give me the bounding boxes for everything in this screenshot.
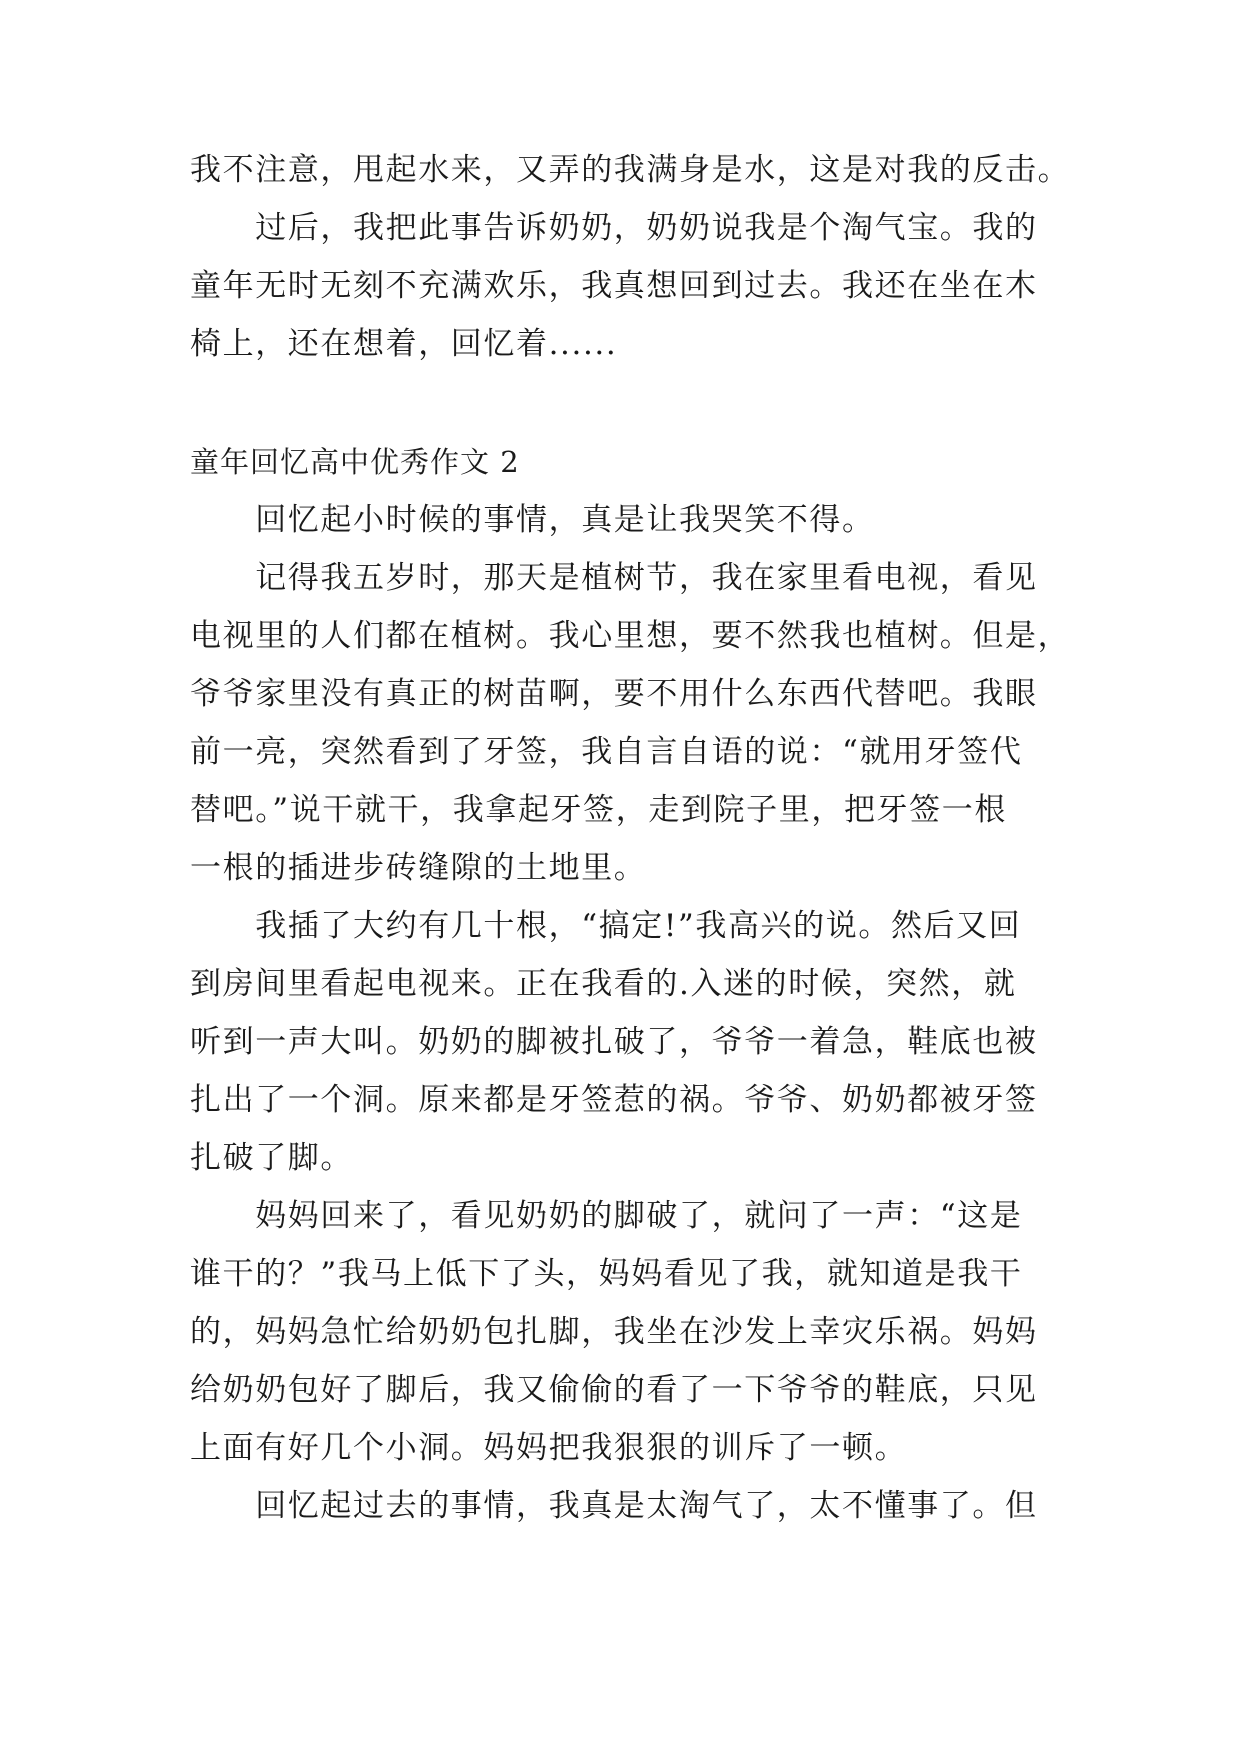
text-line: 妈妈回来了，看见奶奶的脚破了，就问了一声：“这是 [190,1198,1023,1234]
text-line: 扎出了一个洞。原来都是牙签惹的祸。爷爷、奶奶都被牙签 [190,1082,1038,1118]
text-line: 上面有好几个小洞。妈妈把我狠狠的训斥了一顿。 [190,1430,908,1466]
text-line: 替吧。”说干就干，我拿起牙签，走到院子里，把牙签一根 [190,792,1007,828]
text-line: 谁干的？”我马上低下了头，妈妈看见了我，就知道是我干 [190,1256,1023,1292]
text-line: 回忆起过去的事情，我真是太淘气了，太不懂事了。但 [190,1488,1038,1524]
text-line: 前一亮，突然看到了牙签，我自言自语的说：“就用牙签代 [190,734,1023,770]
text-line: 童年无时无刻不充满欢乐，我真想回到过去。我还在坐在木 [190,268,1038,304]
text-line: 听到一声大叫。奶奶的脚被扎破了，爷爷一着急，鞋底也被 [190,1024,1038,1060]
text-line: 记得我五岁时，那天是植树节，我在家里看电视，看见 [190,560,1038,596]
text-line: 扎破了脚。 [190,1140,353,1176]
text-line: 我不注意，甩起水来，又弄的我满身是水，这是对我的反击。 [190,152,1071,188]
text-line: 给奶奶包好了脚后，我又偷偷的看了一下爷爷的鞋底，只见 [190,1372,1038,1408]
text-line: 爷爷家里没有真正的树苗啊，要不用什么东西代替吧。我眼 [190,676,1038,712]
text-line: 到房间里看起电视来。正在我看的.入迷的时候，突然，就 [190,966,1017,1002]
text-line: 回忆起小时候的事情，真是让我哭笑不得。 [190,502,875,538]
text-line: 椅上，还在想着，回忆着...... [190,326,618,362]
text-line: 我插了大约有几十根，“搞定!”我高兴的说。然后又回 [190,908,1022,944]
section-heading: 童年回忆高中优秀作文 2 [190,445,520,479]
text-line: 一根的插进步砖缝隙的土地里。 [190,850,647,886]
text-line: 的，妈妈急忙给奶奶包扎脚，我坐在沙发上幸灾乐祸。妈妈 [190,1314,1038,1350]
text-line: 过后，我把此事告诉奶奶，奶奶说我是个淘气宝。我的 [190,210,1038,246]
text-line: 电视里的人们都在植树。我心里想，要不然我也植树。但是， [190,618,1071,654]
